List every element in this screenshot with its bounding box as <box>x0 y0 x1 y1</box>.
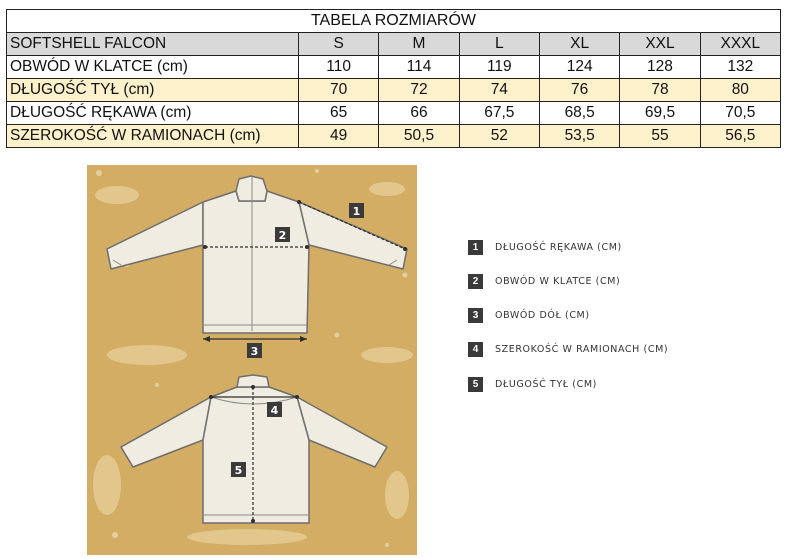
jacket-diagram <box>87 165 417 555</box>
table-cell: 114 <box>379 56 459 79</box>
product-name: SOFTSHELL FALCON <box>7 33 299 56</box>
legend-label: SZEROKOŚĆ W RAMIONACH (CM) <box>495 344 669 356</box>
legend-item <box>468 270 788 292</box>
marker-5 <box>231 462 246 477</box>
table-cell: 74 <box>459 79 539 102</box>
marker-3 <box>247 343 262 358</box>
legend-item <box>468 373 788 395</box>
row-label: OBWÓD W KLATCE (cm) <box>7 56 299 79</box>
row-label: DŁUGOŚĆ TYŁ (cm) <box>7 79 299 102</box>
table-cell: 70,5 <box>700 102 780 125</box>
table-row <box>7 56 781 79</box>
table-cell: 56,5 <box>700 125 780 148</box>
size-header: XL <box>539 33 619 56</box>
legend-item <box>468 236 788 258</box>
size-header: XXXL <box>700 33 780 56</box>
table-cell: 132 <box>700 56 780 79</box>
table-cell: 76 <box>539 79 619 102</box>
row-label: DŁUGOŚĆ RĘKAWA (cm) <box>7 102 299 125</box>
svg-text:1: 1 <box>352 205 361 218</box>
table-row <box>7 79 781 102</box>
svg-text:2: 2 <box>278 229 287 242</box>
table-cell: 67,5 <box>459 102 539 125</box>
legend-badge: 4 <box>468 342 483 357</box>
marker-2 <box>275 227 290 242</box>
table-cell: 52 <box>459 125 539 148</box>
table-row <box>7 125 781 148</box>
jacket-illustration <box>87 165 417 555</box>
table-title-row <box>7 10 781 33</box>
table-cell: 66 <box>379 102 459 125</box>
table-cell: 78 <box>620 79 700 102</box>
table-cell: 55 <box>620 125 700 148</box>
table-cell: 72 <box>379 79 459 102</box>
legend-badge: 3 <box>468 308 483 323</box>
table-cell: 119 <box>459 56 539 79</box>
size-table <box>6 9 781 148</box>
table-cell: 124 <box>539 56 619 79</box>
legend-item <box>468 305 788 327</box>
size-header: XXL <box>620 33 700 56</box>
size-header: S <box>299 33 379 56</box>
size-header: L <box>459 33 539 56</box>
svg-text:5: 5 <box>234 464 243 477</box>
table-row <box>7 102 781 125</box>
svg-text:3: 3 <box>250 345 259 358</box>
legend-label: OBWÓD DÓŁ (CM) <box>495 310 590 322</box>
table-cell: 49 <box>299 125 379 148</box>
svg-text:4: 4 <box>270 404 279 417</box>
table-cell: 80 <box>700 79 780 102</box>
table-cell: 69,5 <box>620 102 700 125</box>
table-cell: 68,5 <box>539 102 619 125</box>
marker-4 <box>267 402 282 417</box>
legend-badge: 1 <box>468 240 483 255</box>
table-cell: 50,5 <box>379 125 459 148</box>
table-cell: 128 <box>620 56 700 79</box>
row-label: SZEROKOŚĆ W RAMIONACH (cm) <box>7 125 299 148</box>
legend-label: DŁUGOŚĆ TYŁ (CM) <box>495 378 597 390</box>
table-header-row <box>7 33 781 56</box>
legend-label: OBWÓD W KLATCE (CM) <box>495 275 621 287</box>
table-cell: 110 <box>299 56 379 79</box>
table-cell: 70 <box>299 79 379 102</box>
table-cell: 65 <box>299 102 379 125</box>
legend-label: DŁUGOŚĆ RĘKAWA (CM) <box>495 241 622 253</box>
legend-badge: 2 <box>468 274 483 289</box>
measurement-legend <box>468 236 788 407</box>
size-header: M <box>379 33 459 56</box>
marker-1 <box>349 203 364 218</box>
table-title: TABELA ROZMIARÓW <box>7 10 781 33</box>
table-cell: 53,5 <box>539 125 619 148</box>
legend-item <box>468 339 788 361</box>
legend-badge: 5 <box>468 377 483 392</box>
